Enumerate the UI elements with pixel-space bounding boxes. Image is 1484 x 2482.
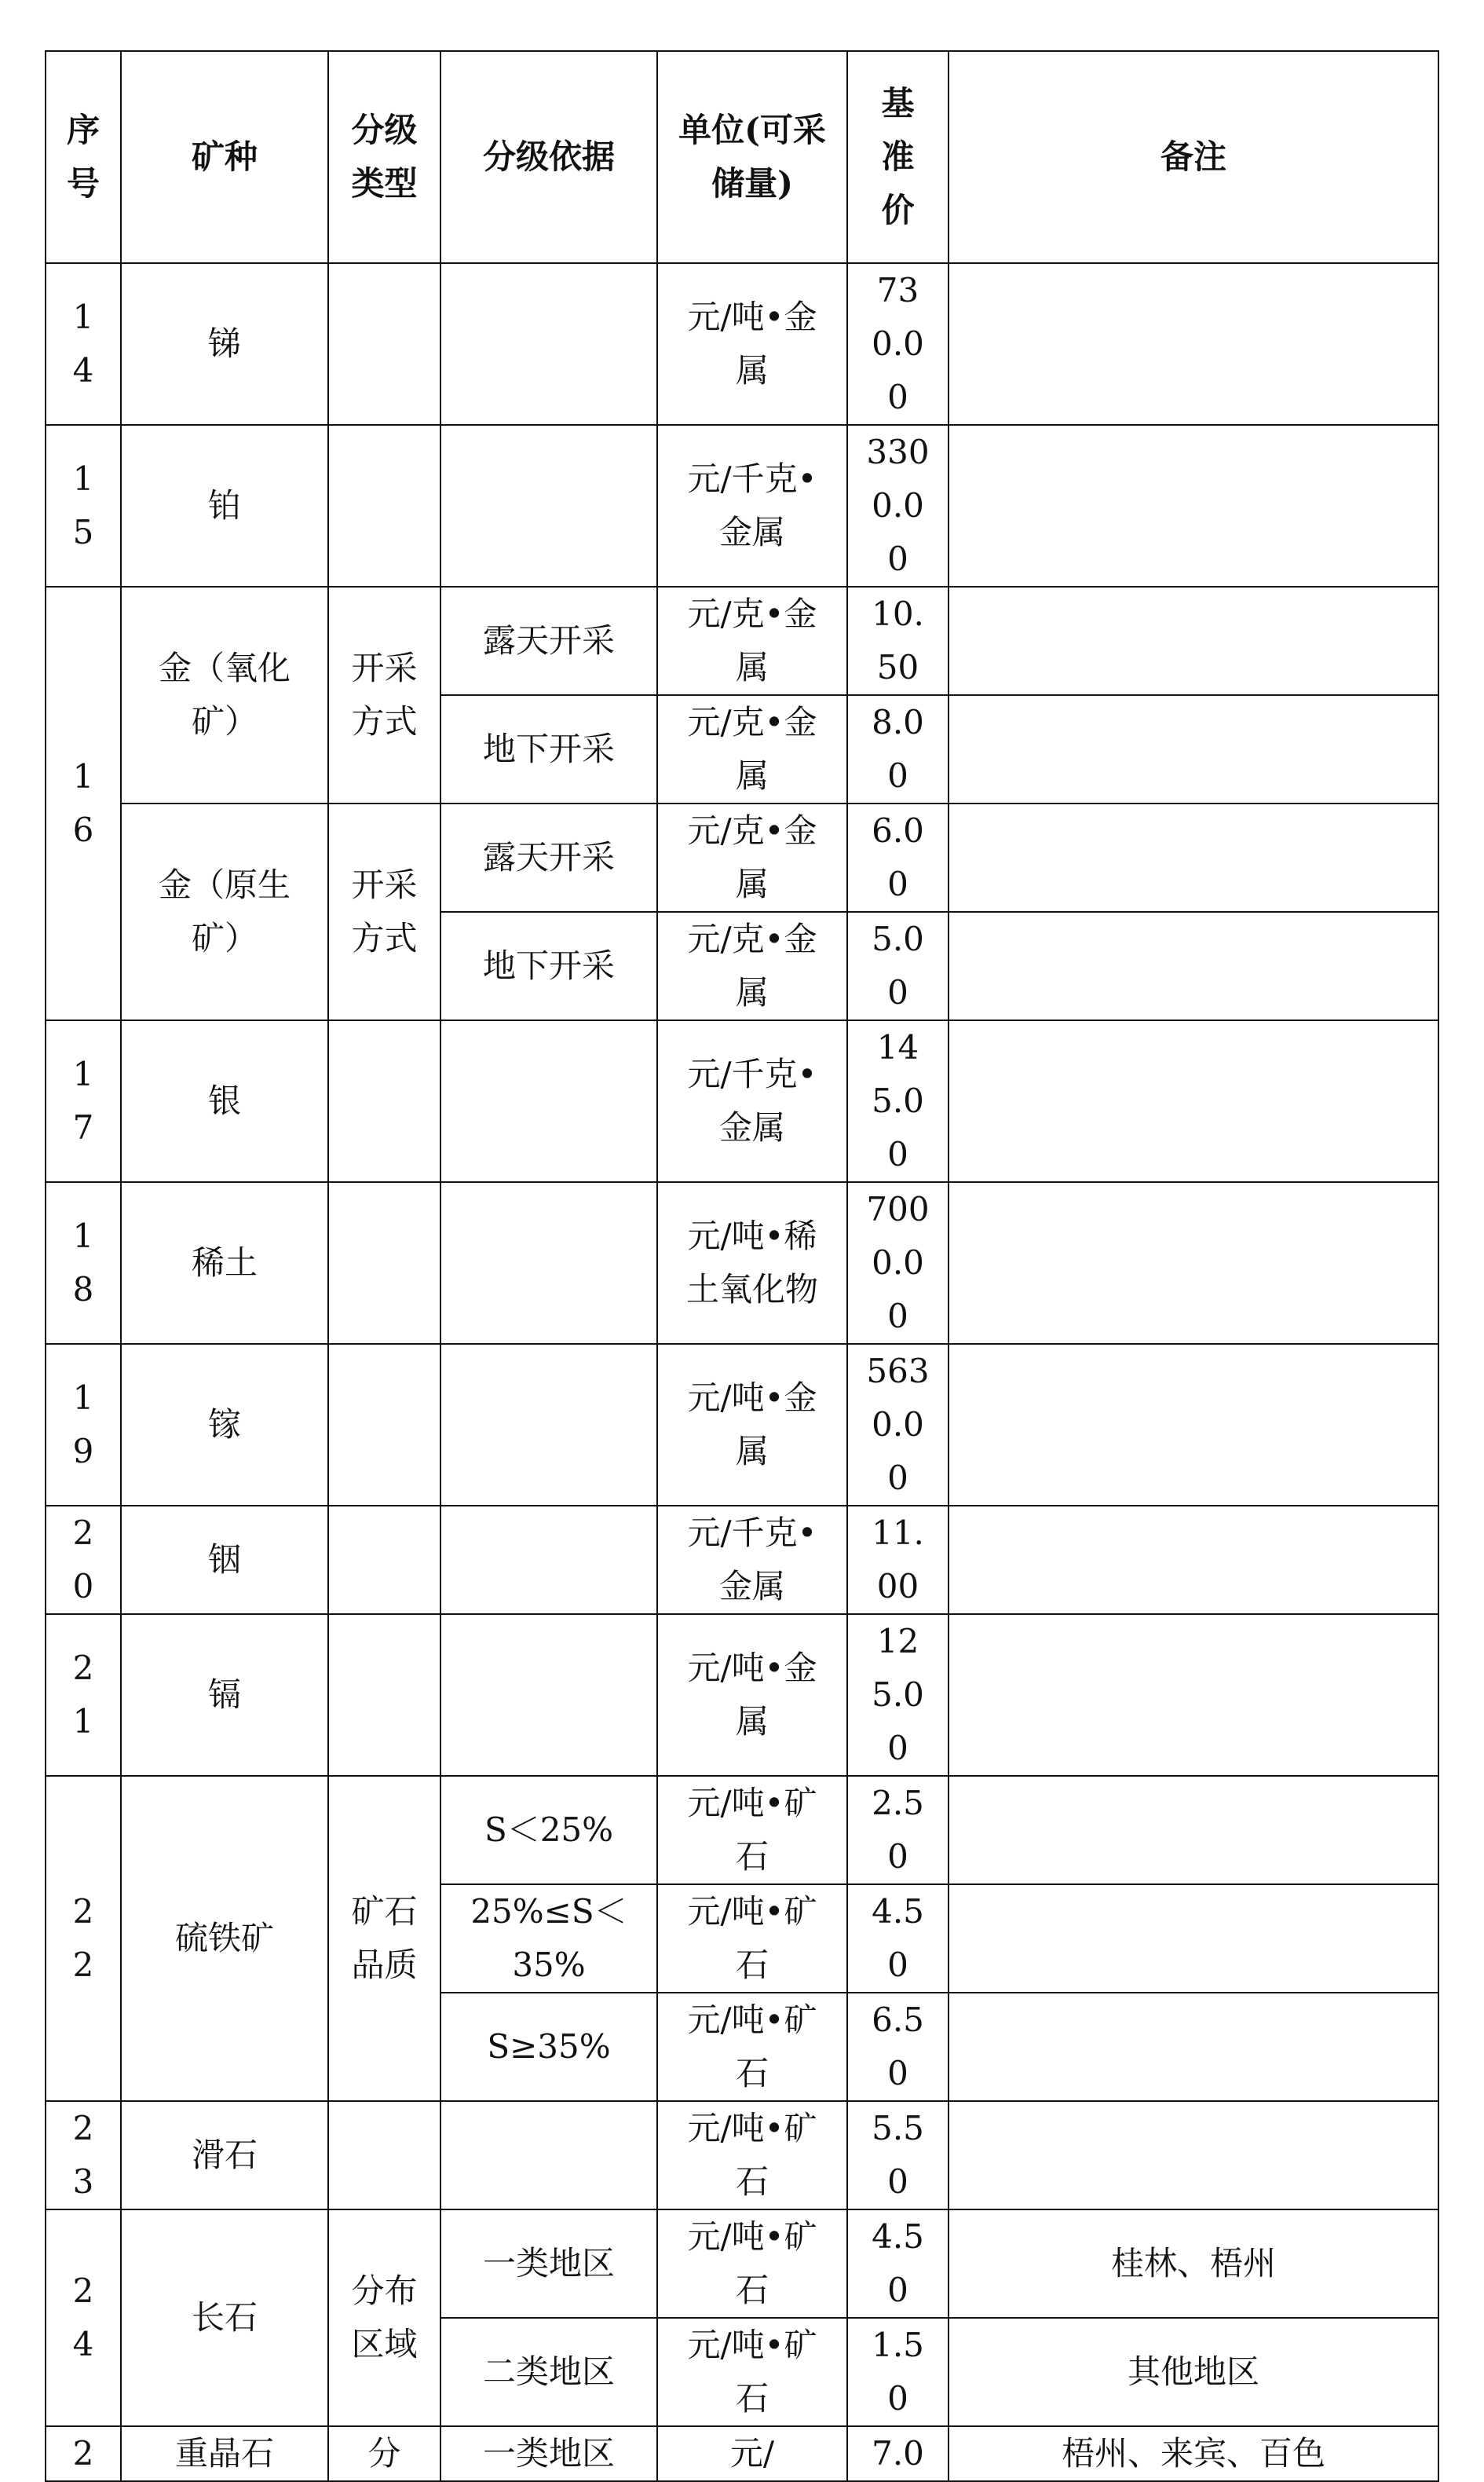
remark-cell <box>949 1182 1438 1344</box>
remark-cell: 梧州、来宾、百色 <box>949 2426 1438 2481</box>
price-cell: 1.50 <box>847 2318 949 2426</box>
grade-basis-cell: 露天开采 <box>440 587 657 695</box>
unit-cell: 元/吨•矿石 <box>657 2318 847 2426</box>
unit-cell: 元/克•金属 <box>657 587 847 695</box>
grade-type-cell: 开采方式 <box>328 587 440 804</box>
price-cell: 4.50 <box>847 1884 949 1993</box>
unit-cell: 元/吨•金属 <box>657 1344 847 1506</box>
seq-cell: 22 <box>46 1776 121 2101</box>
unit-cell: 元/吨•矿石 <box>657 2101 847 2209</box>
grade-basis-cell <box>440 1020 657 1182</box>
mineral-cell: 重晶石 <box>121 2426 328 2481</box>
grade-basis-cell <box>440 2101 657 2209</box>
remark-cell: 其他地区 <box>949 2318 1438 2426</box>
price-cell: 7.0 <box>847 2426 949 2481</box>
grade-basis-cell <box>440 263 657 425</box>
grade-type-cell: 分布区域 <box>328 2209 440 2426</box>
mineral-cell: 金（氧化矿） <box>121 587 328 804</box>
unit-cell: 元/吨•矿石 <box>657 1993 847 2101</box>
unit-cell: 元/吨•稀土氧化物 <box>657 1182 847 1344</box>
mineral-price-table <box>45 50 1439 2482</box>
price-cell: 6.50 <box>847 1993 949 2101</box>
grade-type-cell <box>328 425 440 587</box>
table-row <box>46 425 1438 587</box>
seq-cell: 18 <box>46 1182 121 1344</box>
grade-basis-cell: 露天开采 <box>440 804 657 912</box>
remark-cell <box>949 804 1438 912</box>
grade-type-cell <box>328 263 440 425</box>
unit-cell: 元/ <box>657 2426 847 2481</box>
header-mineral: 矿种 <box>121 51 328 263</box>
seq-cell: 24 <box>46 2209 121 2426</box>
grade-type-cell: 矿石品质 <box>328 1776 440 2101</box>
unit-cell: 元/克•金属 <box>657 695 847 804</box>
unit-cell: 元/克•金属 <box>657 912 847 1020</box>
price-cell: 2.50 <box>847 1776 949 1884</box>
remark-cell <box>949 1993 1438 2101</box>
mineral-cell: 铟 <box>121 1506 328 1614</box>
grade-basis-cell: 一类地区 <box>440 2426 657 2481</box>
unit-cell: 元/吨•矿石 <box>657 1776 847 1884</box>
table-row <box>46 587 1438 695</box>
mineral-cell: 滑石 <box>121 2101 328 2209</box>
seq-cell: 21 <box>46 1614 121 1776</box>
remark-cell <box>949 263 1438 425</box>
mineral-cell: 长石 <box>121 2209 328 2426</box>
price-cell: 5.00 <box>847 912 949 1020</box>
grade-type-cell <box>328 2101 440 2209</box>
header-grade-type: 分级类型 <box>328 51 440 263</box>
remark-cell <box>949 1344 1438 1506</box>
grade-type-cell <box>328 1020 440 1182</box>
remark-cell <box>949 912 1438 1020</box>
grade-basis-cell: 地下开采 <box>440 695 657 804</box>
remark-cell: 桂林、梧州 <box>949 2209 1438 2318</box>
unit-cell: 元/吨•矿石 <box>657 2209 847 2318</box>
header-base-price: 基准价 <box>847 51 949 263</box>
mineral-cell: 硫铁矿 <box>121 1776 328 2101</box>
header-unit: 单位(可采储量) <box>657 51 847 263</box>
grade-type-cell <box>328 1506 440 1614</box>
grade-basis-cell: 一类地区 <box>440 2209 657 2318</box>
unit-cell: 元/克•金属 <box>657 804 847 912</box>
unit-cell: 元/千克•金属 <box>657 1506 847 1614</box>
mineral-cell: 稀土 <box>121 1182 328 1344</box>
header-seq: 序号 <box>46 51 121 263</box>
table-row <box>46 2209 1438 2318</box>
price-cell: 3300.00 <box>847 425 949 587</box>
price-cell: 10.50 <box>847 587 949 695</box>
mineral-cell: 镉 <box>121 1614 328 1776</box>
table-row <box>46 1776 1438 1884</box>
table-row <box>46 1020 1438 1182</box>
grade-basis-cell <box>440 1344 657 1506</box>
price-cell: 730.00 <box>847 263 949 425</box>
seq-cell: 20 <box>46 1506 121 1614</box>
mineral-cell: 镓 <box>121 1344 328 1506</box>
price-cell: 7000.00 <box>847 1182 949 1344</box>
seq-cell: 19 <box>46 1344 121 1506</box>
remark-cell <box>949 1776 1438 1884</box>
grade-basis-cell <box>440 1506 657 1614</box>
remark-cell <box>949 1614 1438 1776</box>
unit-cell: 元/吨•金属 <box>657 263 847 425</box>
table-row <box>46 1182 1438 1344</box>
grade-basis-cell: S＜25% <box>440 1776 657 1884</box>
price-cell: 11.00 <box>847 1506 949 1614</box>
grade-type-cell: 分 <box>328 2426 440 2481</box>
grade-basis-cell: S≥35% <box>440 1993 657 2101</box>
price-cell: 5630.00 <box>847 1344 949 1506</box>
header-remark: 备注 <box>949 51 1438 263</box>
grade-type-cell <box>328 1344 440 1506</box>
table-row <box>46 804 1438 912</box>
remark-cell <box>949 1506 1438 1614</box>
grade-basis-cell: 地下开采 <box>440 912 657 1020</box>
unit-cell: 元/千克•金属 <box>657 1020 847 1182</box>
remark-cell <box>949 587 1438 695</box>
table-row <box>46 1614 1438 1776</box>
grade-basis-cell: 二类地区 <box>440 2318 657 2426</box>
header-grade-basis: 分级依据 <box>440 51 657 263</box>
mineral-cell: 锑 <box>121 263 328 425</box>
price-cell: 5.50 <box>847 2101 949 2209</box>
grade-basis-cell: 25%≤S＜35% <box>440 1884 657 1993</box>
grade-basis-cell <box>440 1614 657 1776</box>
mineral-cell: 铂 <box>121 425 328 587</box>
grade-basis-cell <box>440 1182 657 1344</box>
grade-type-cell: 开采方式 <box>328 804 440 1020</box>
grade-type-cell <box>328 1182 440 1344</box>
price-cell: 125.00 <box>847 1614 949 1776</box>
table-row <box>46 263 1438 425</box>
seq-cell: 14 <box>46 263 121 425</box>
seq-cell: 15 <box>46 425 121 587</box>
grade-type-cell <box>328 1614 440 1776</box>
remark-cell <box>949 1884 1438 1993</box>
remark-cell <box>949 2101 1438 2209</box>
price-cell: 4.50 <box>847 2209 949 2318</box>
seq-cell: 17 <box>46 1020 121 1182</box>
price-cell: 145.00 <box>847 1020 949 1182</box>
header-row <box>46 51 1438 263</box>
grade-basis-cell <box>440 425 657 587</box>
unit-cell: 元/吨•金属 <box>657 1614 847 1776</box>
seq-cell: 2 <box>46 2426 121 2481</box>
mineral-cell: 银 <box>121 1020 328 1182</box>
seq-cell: 16 <box>46 587 121 1020</box>
remark-cell <box>949 1020 1438 1182</box>
price-cell: 8.00 <box>847 695 949 804</box>
table-row <box>46 2101 1438 2209</box>
seq-cell: 23 <box>46 2101 121 2209</box>
table-row <box>46 1344 1438 1506</box>
price-cell: 6.00 <box>847 804 949 912</box>
remark-cell <box>949 695 1438 804</box>
remark-cell <box>949 425 1438 587</box>
table-row <box>46 1506 1438 1614</box>
unit-cell: 元/千克•金属 <box>657 425 847 587</box>
unit-cell: 元/吨•矿石 <box>657 1884 847 1993</box>
mineral-cell: 金（原生矿） <box>121 804 328 1020</box>
table-row <box>46 2426 1438 2481</box>
